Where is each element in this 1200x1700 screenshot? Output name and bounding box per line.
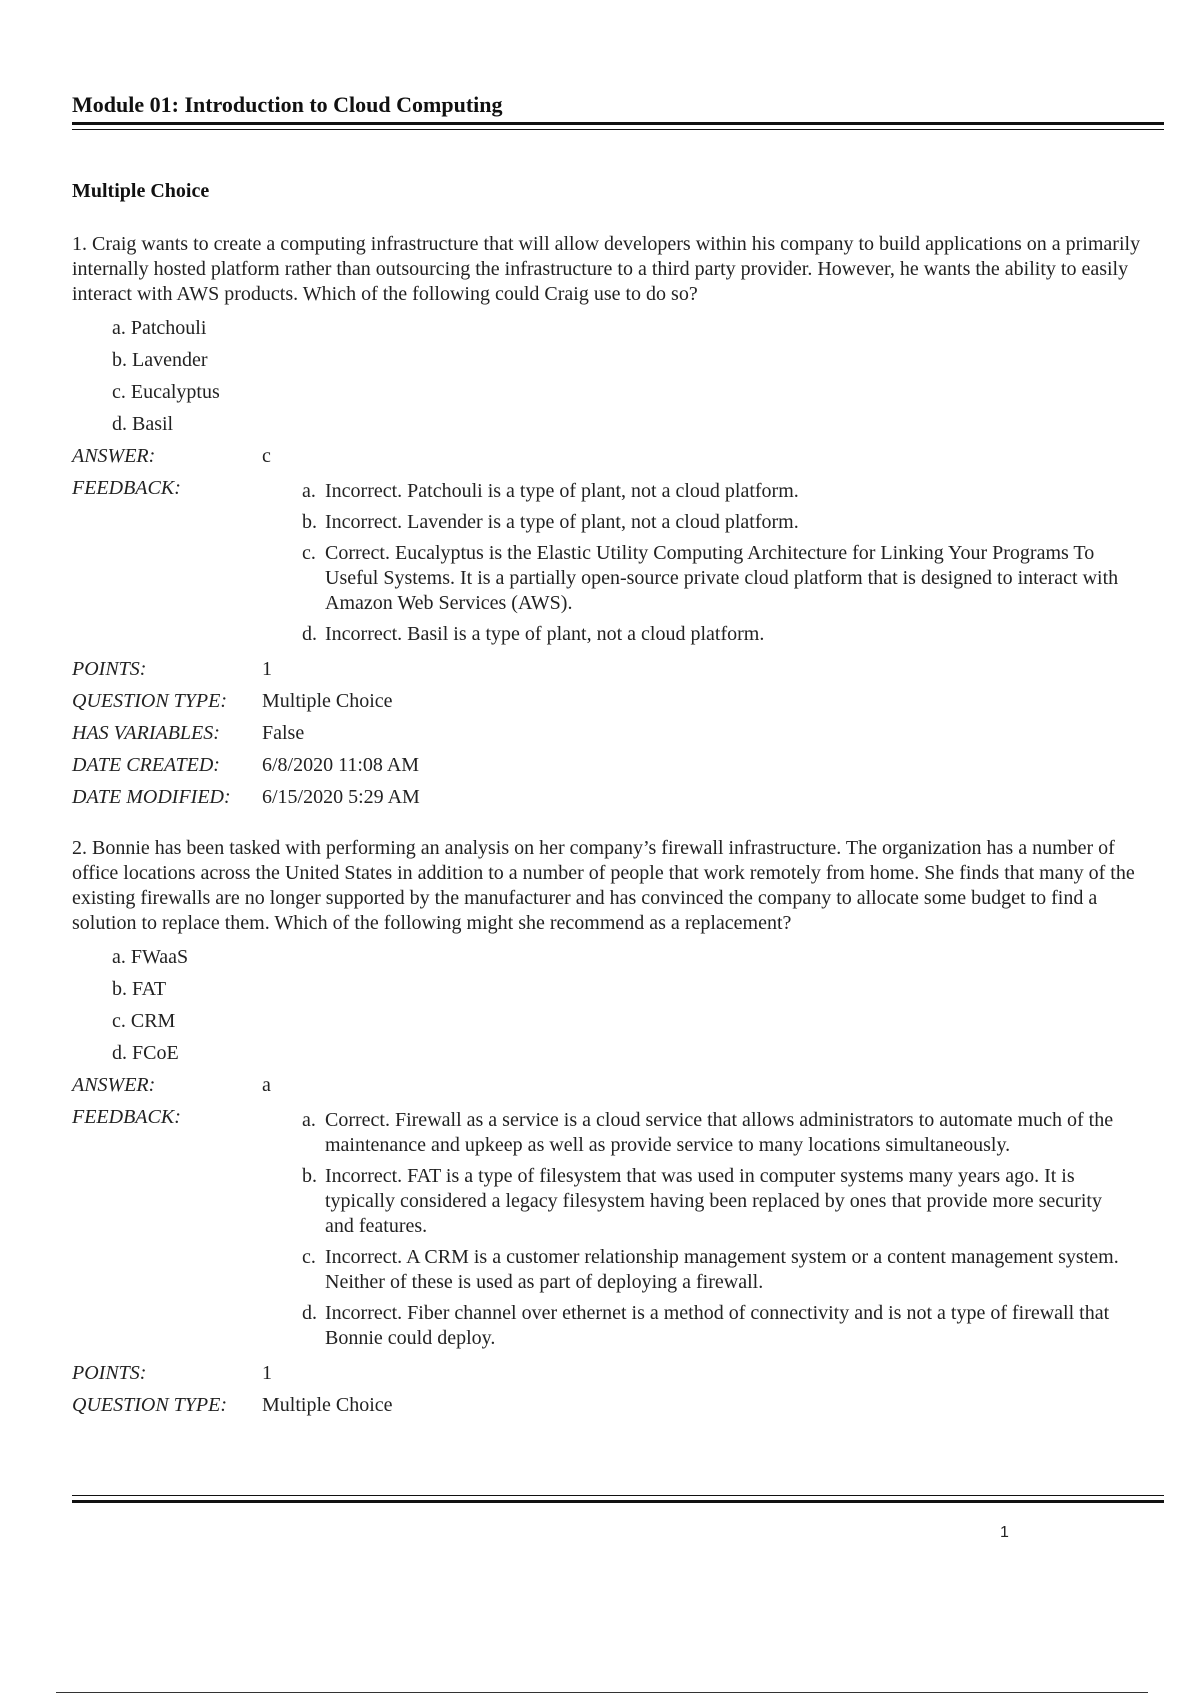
question-type-label: QUESTION TYPE: [72, 690, 228, 712]
date-modified-label: DATE MODIFIED: [72, 786, 231, 808]
has-variables-label: HAS VARIABLES: [72, 722, 220, 744]
date-created-row [72, 749, 1164, 781]
feedback-item: c. Correct. Eucalyptus is the Elastic Utility Computing Architecture for Linking Your Programs To Useful Systems. It is a partially open-source private cloud platform that is designed to interact with Amazon Web Services (AWS). [302, 542, 1119, 614]
feedback-item: d. Incorrect. Fiber channel over ethernet is a method of connectivity and is not a type of firewall that Bonnie could deploy. [302, 1302, 1110, 1349]
feedback-item: a. Incorrect. Patchouli is a type of plant, not a cloud platform. [302, 480, 799, 502]
feedback-item: b. Incorrect. FAT is a type of filesystem that was used in computer systems many years ago. It is typically considered a legacy filesystem having been replaced by ones that provide more security and features. [302, 1165, 1102, 1237]
choice-list [112, 941, 1164, 1069]
answer-row [72, 440, 1164, 472]
question-type-value: Multiple Choice [262, 690, 393, 712]
answer-label: ANSWER: [72, 1074, 156, 1096]
answer-value: c [262, 445, 271, 467]
points-value: 1 [262, 1362, 272, 1384]
choice-d: d. FCoE [112, 1042, 179, 1064]
points-label: POINTS: [72, 1362, 147, 1384]
page-title: Module 01: Introduction to Cloud Computing [72, 92, 503, 117]
choice-b: b. FAT [112, 978, 167, 1000]
choice-a: a. FWaaS [112, 946, 189, 968]
question-type-value: Multiple Choice [262, 1394, 393, 1416]
question-type-row [72, 685, 1164, 717]
feedback-item: a. Correct. Firewall as a service is a cloud service that allows administrators to automate much of the maintenance and upkeep as well as provide service to many locations simultaneously. [302, 1109, 1114, 1156]
bottom-divider [56, 1692, 1148, 1693]
question-stem: 2. Bonnie has been tasked with performing an analysis on her company’s firewall infrastructure. The organization has a number of office locations across the United States in addition to a number of people that work remotely from home. She finds that many of the existing firewalls are no longer supported by the manufacturer and has convinced the company to allocate some budget to find a solution to replace them. Which of the following might she recommend as a replacement? [72, 837, 1135, 934]
question-type-row [72, 1389, 1164, 1421]
feedback-row [72, 1101, 1164, 1357]
header-rule [72, 122, 1164, 130]
choice-a: a. Patchouli [112, 317, 207, 339]
points-value: 1 [262, 658, 272, 680]
date-modified-row [72, 781, 1164, 813]
answer-row [72, 1069, 1164, 1101]
question-2 [72, 836, 1164, 1421]
choice-c: c. Eucalyptus [112, 381, 220, 403]
answer-value: a [262, 1074, 271, 1096]
choice-d: d. Basil [112, 413, 174, 435]
points-row [72, 1357, 1164, 1389]
choice-c: c. CRM [112, 1010, 176, 1032]
feedback-list [72, 479, 1164, 647]
question-type-label: QUESTION TYPE: [72, 1394, 228, 1416]
feedback-label: FEEDBACK: [72, 1106, 181, 1128]
feedback-list [72, 1108, 1164, 1351]
choice-list [112, 312, 1164, 440]
points-label: POINTS: [72, 658, 147, 680]
page-number: 1 [1000, 1524, 1009, 1541]
date-modified-value: 6/15/2020 5:29 AM [262, 786, 420, 808]
points-row [72, 653, 1164, 685]
feedback-row [72, 472, 1164, 653]
footer-rule [72, 1495, 1164, 1503]
question-stem: 1. Craig wants to create a computing infrastructure that will allow developers within his company to build applications on a primarily internally hosted platform rather than outsourcing the infrastructure to a third party provider. However, he wants the ability to easily interact with AWS products. Which of the following could Craig use to do so? [72, 233, 1141, 305]
date-created-value: 6/8/2020 11:08 AM [262, 754, 420, 776]
feedback-item: c. Incorrect. A CRM is a customer relationship management system or a content management system. Neither of these is used as part of deploying a firewall. [302, 1246, 1119, 1293]
feedback-item: b. Incorrect. Lavender is a type of plant, not a cloud platform. [302, 511, 799, 533]
date-created-label: DATE CREATED: [72, 754, 220, 776]
section-heading: Multiple Choice [72, 180, 210, 202]
has-variables-row [72, 717, 1164, 749]
has-variables-value: False [262, 722, 305, 744]
answer-label: ANSWER: [72, 445, 156, 467]
question-1 [72, 232, 1164, 813]
feedback-item: d. Incorrect. Basil is a type of plant, not a cloud platform. [302, 623, 765, 645]
choice-b: b. Lavender [112, 349, 208, 371]
feedback-label: FEEDBACK: [72, 477, 181, 499]
